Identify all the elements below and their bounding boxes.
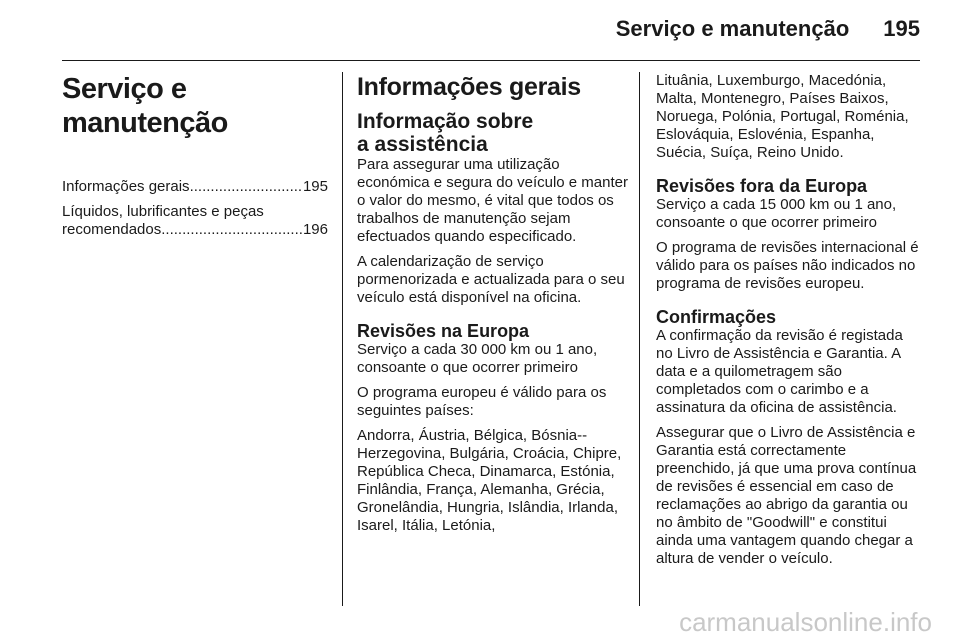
toc-entry-text: recomendados (62, 221, 162, 238)
services-column (656, 72, 922, 568)
paragraph: Assegurar que o Livro de Assistência e Garantia está correctamente preenchido, já que uma prova contínua de revisões é essencial em caso de reclamações ao abrigo da garantia ou no âmbito de "Goodwill" e constitui ainda uma vantagem quando chegar a altura de vender o veículo. (656, 424, 917, 567)
paragraph: O programa europeu é válido para os seguintes países: (357, 384, 607, 419)
paragraph: Serviço a cada 30 000 km ou 1 ano, consoante o que ocorrer primeiro (357, 341, 598, 376)
toc-entry-page: 195 (302, 178, 328, 195)
header-title: Serviço e manutenção (615, 16, 850, 41)
paragraph: Serviço a cada 15 000 km ou 1 ano, consoante o que ocorrer primeiro (656, 196, 897, 231)
heading-confirmations: Confirmações (656, 307, 777, 327)
paragraph: O programa de revisões internacional é válido para os países não indicados no programa de revisões europeu. (656, 239, 919, 292)
heading-outside-europe: Revisões fora da Europa (656, 176, 868, 196)
paragraph-countries: Andorra, Áustria, Bélgica, Bósnia--Herzegovina, Bulgária, Croácia, Chipre, República Checa, Dinamarca, Estónia, Finlândia, França, Alemanha, Grécia, Gronelândia, Hungria, Islândia, Irlanda, Isarel, Itália, Letónia, (357, 427, 622, 534)
page-number: 195 (883, 16, 920, 41)
toc-entry[interactable] (62, 178, 328, 196)
paragraph: Para assegurar uma utilização económica e segura do veículo e manter o valor do mesmo, é vital que todos os trabalhos de manutenção sejam efectuados quando especificado. (357, 156, 628, 245)
toc-entry-page: 196 (302, 221, 328, 238)
toc-leader-dots (190, 178, 303, 196)
paragraph: A confirmação da revisão é registada no Livro de Assistência e Garantia. A data e a quilometragem são completados com o carimbo e a assinatura da oficina de assistência. (656, 327, 903, 416)
paragraph: A calendarização de serviço pormenorizada e actualizada para o seu veículo está disponível na oficina. (357, 253, 625, 306)
toc-entry-text: Líquidos, lubrificantes e peças (62, 203, 264, 220)
general-info-column (357, 72, 635, 535)
chapter-title: Serviço e manutenção (62, 73, 228, 139)
column-divider (639, 72, 640, 606)
subsection-title (357, 110, 635, 156)
watermark: carmanualsonline.info (679, 607, 932, 637)
chapter-column (62, 72, 328, 246)
paragraph-countries: Lituânia, Luxemburgo, Macedónia, Malta, Montenegro, Países Baixos, Noruega, Polónia, Portugal, Roménia, Eslováquia, Eslovénia, Espanha, Suécia, Suíça, Reino Unido. (656, 72, 909, 161)
table-of-contents (62, 178, 328, 239)
toc-entry-text: Informações gerais (62, 178, 190, 195)
heading-europe: Revisões na Europa (357, 321, 530, 341)
column-divider (342, 72, 343, 606)
subsection-title-line: a assistência (357, 133, 488, 156)
subsection-title-line: Informação sobre (357, 110, 534, 133)
section-title: Informações gerais (357, 73, 581, 101)
header-rule (62, 60, 920, 61)
toc-entry[interactable] (62, 203, 328, 239)
page-header (616, 16, 920, 42)
toc-leader-dots (161, 221, 303, 239)
